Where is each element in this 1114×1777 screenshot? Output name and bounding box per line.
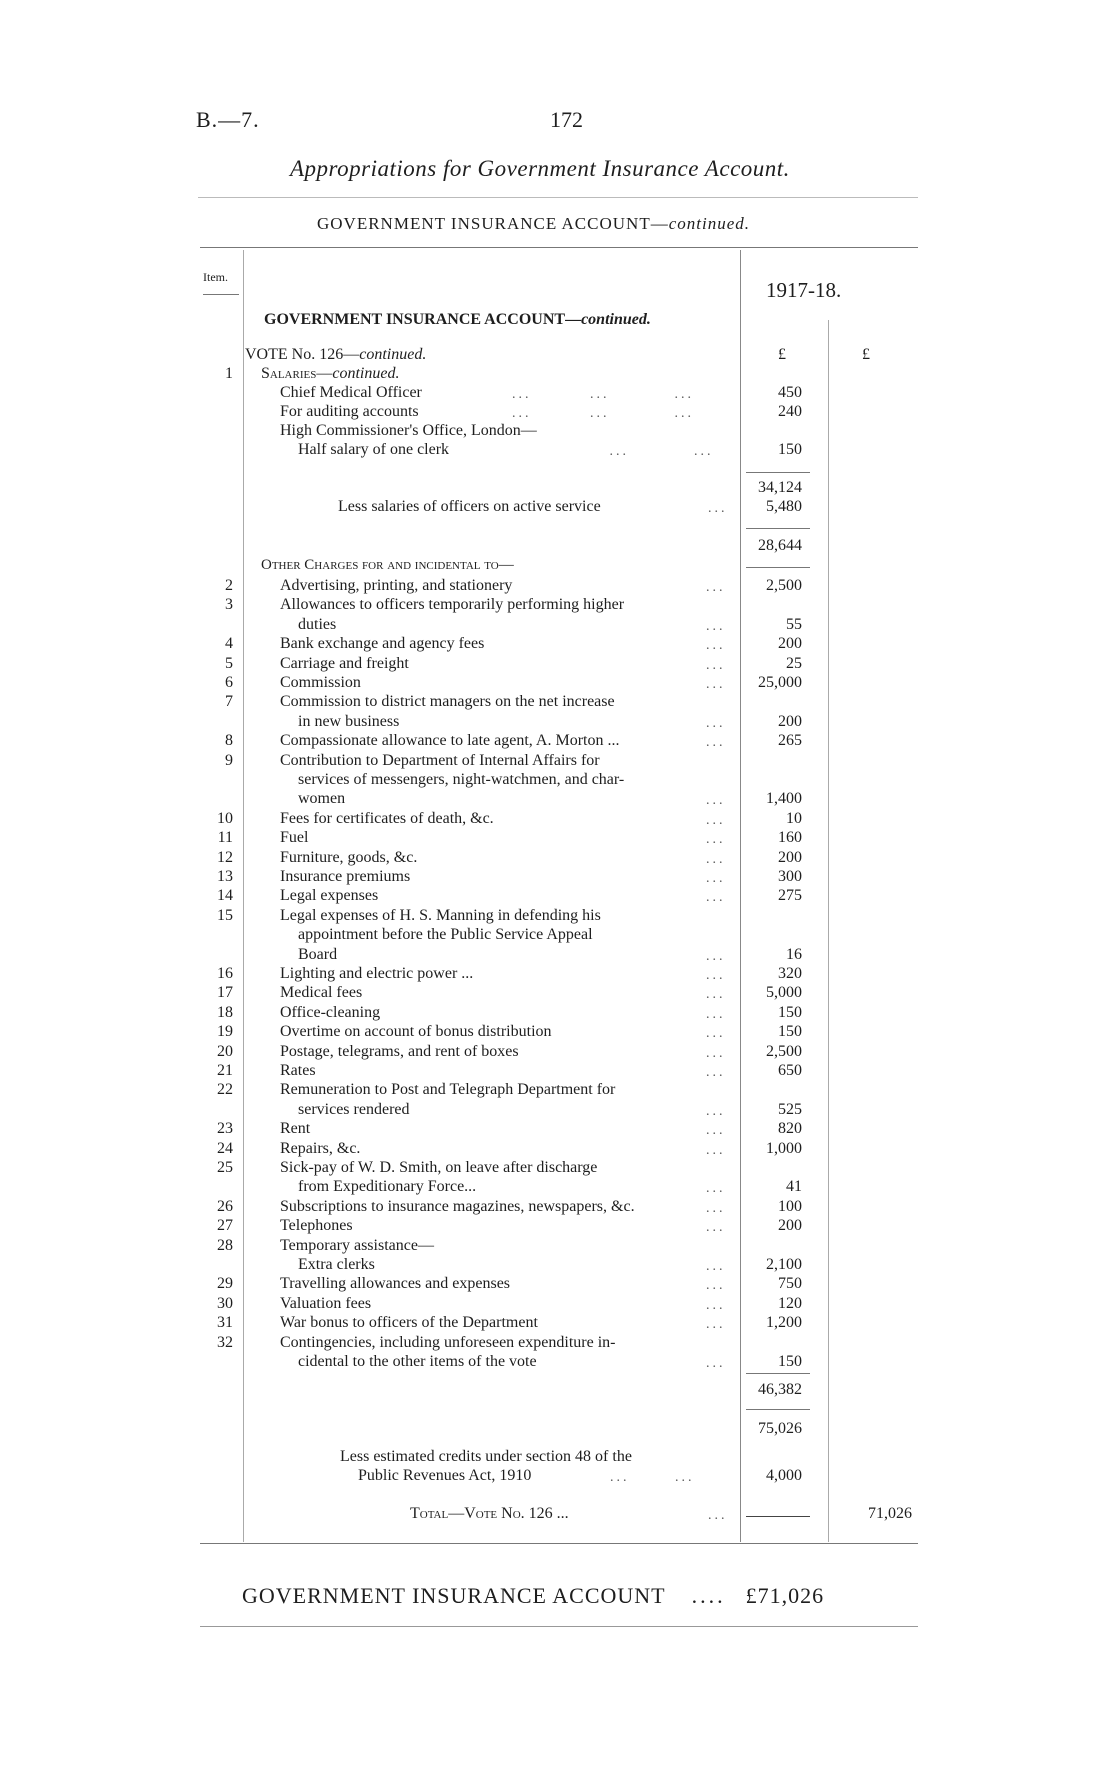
leader-dots: ... bbox=[706, 638, 726, 654]
item-number: 6 bbox=[225, 674, 233, 691]
section-title bbox=[264, 311, 651, 329]
salaries-subtotal: 34,124 bbox=[758, 479, 802, 496]
item-head-rule bbox=[203, 294, 239, 295]
leader-dots: ... bbox=[706, 677, 726, 692]
item-number: 21 bbox=[217, 1062, 233, 1079]
row-amount: 100 bbox=[778, 1197, 802, 1215]
leader-dots: ... bbox=[706, 1103, 726, 1119]
row-amount: 55 bbox=[786, 615, 802, 633]
item-number: 15 bbox=[217, 906, 233, 924]
leader-dots: ... bbox=[708, 501, 728, 516]
salaries-heading-italic: continued. bbox=[332, 365, 400, 382]
item-number: 28 bbox=[217, 1236, 233, 1254]
leader-dots: ... bbox=[706, 890, 726, 906]
vote-heading-italic: continued. bbox=[359, 346, 427, 363]
table-top-rule bbox=[200, 247, 918, 248]
row-amount: 200 bbox=[778, 1217, 802, 1235]
row-text: Carriage and freight bbox=[280, 654, 409, 672]
leader-dots: ... bbox=[706, 1142, 726, 1158]
item-number: 14 bbox=[217, 887, 233, 905]
row-text: Chief Medical Officer bbox=[280, 384, 422, 401]
row-amount: 1,400 bbox=[766, 790, 802, 808]
row-amount: 820 bbox=[778, 1120, 802, 1138]
salaries-less-amount: 5,480 bbox=[766, 498, 802, 515]
row-text: Compassionate allowance to late agent, A. Morton ... bbox=[280, 732, 620, 750]
other-charges-heading: Other Charges for and incidental to— bbox=[261, 557, 514, 573]
item-number: 4 bbox=[225, 635, 233, 653]
currency-symbol-amount: £ bbox=[778, 346, 786, 363]
row-amount: 240 bbox=[778, 403, 802, 420]
row-text: Fees for certificates of death, &c. bbox=[280, 809, 494, 827]
item-number: 17 bbox=[217, 984, 233, 1002]
leader-dots: ... bbox=[706, 1278, 726, 1294]
row-text: Extra clerks bbox=[298, 1256, 375, 1273]
currency-symbol-total: £ bbox=[862, 346, 870, 363]
total-rule bbox=[746, 1516, 810, 1517]
row-text: Remuneration to Post and Telegraph Department for bbox=[280, 1081, 616, 1099]
leader-dots: ... bbox=[708, 1508, 728, 1523]
vote-heading bbox=[245, 346, 426, 364]
item-number: 9 bbox=[225, 751, 233, 769]
leader-dots: ... bbox=[706, 1259, 726, 1274]
page-reference: B.—7. bbox=[196, 107, 260, 132]
page-title: Appropriations for Government Insurance Account. bbox=[290, 156, 790, 181]
item-column-rule bbox=[243, 250, 244, 1542]
row-text: Sick-pay of W. D. Smith, on leave after discharge bbox=[280, 1159, 598, 1176]
leader-dots: ... bbox=[706, 1006, 726, 1022]
leader-dots: ... bbox=[706, 832, 726, 848]
row-text: Furniture, goods, &c. bbox=[280, 848, 418, 866]
title-rule bbox=[198, 197, 918, 198]
item-number: 1 bbox=[225, 365, 233, 382]
leader-dots: ... bbox=[706, 735, 726, 751]
item-number: 5 bbox=[225, 654, 233, 672]
gross-total: 75,026 bbox=[758, 1420, 802, 1437]
row-text: Legal expenses of H. S. Manning in defending his bbox=[280, 906, 601, 924]
charges-subtotal: 46,382 bbox=[758, 1381, 802, 1398]
row-amount: 150 bbox=[778, 1353, 802, 1370]
row-amount: 200 bbox=[778, 848, 802, 866]
total-column-rule bbox=[828, 320, 829, 1542]
row-text: Half salary of one clerk bbox=[298, 441, 450, 458]
account-label: GOVERNMENT INSURANCE ACCOUNT bbox=[242, 1583, 666, 1608]
row-text: High Commissioner's Office, London— bbox=[280, 422, 537, 439]
row-amount: 16 bbox=[786, 945, 802, 963]
row-text: Overtime on account of bonus distribution bbox=[280, 1023, 552, 1041]
row-amount: 25,000 bbox=[758, 674, 802, 691]
section-title-italic: continued. bbox=[581, 311, 651, 328]
row-amount: 120 bbox=[778, 1294, 802, 1312]
item-number: 12 bbox=[217, 848, 233, 866]
row-amount: 1,200 bbox=[766, 1314, 802, 1332]
leader-dots: ... bbox=[706, 715, 726, 731]
item-number: 11 bbox=[217, 829, 233, 847]
leader-dots: ... ... ... bbox=[512, 406, 694, 421]
item-number: 25 bbox=[217, 1159, 233, 1176]
row-amount: 10 bbox=[786, 809, 802, 827]
leader-dots: ... bbox=[706, 987, 726, 1003]
row-text: from Expeditionary Force... bbox=[298, 1178, 477, 1196]
row-amount: 265 bbox=[778, 732, 802, 750]
running-head-italic: continued. bbox=[668, 214, 750, 233]
row-amount: 1,000 bbox=[766, 1139, 802, 1157]
row-amount: 25 bbox=[786, 654, 802, 672]
leader-dots: ... bbox=[706, 948, 726, 964]
row-text: appointment before the Public Service Appeal bbox=[298, 926, 593, 944]
row-text: For auditing accounts bbox=[280, 403, 419, 420]
item-number: 8 bbox=[225, 732, 233, 750]
salaries-net: 28,644 bbox=[758, 537, 802, 554]
row-text: Bank exchange and agency fees bbox=[280, 635, 485, 653]
row-text: in new business bbox=[298, 712, 400, 730]
account-total-line bbox=[242, 1583, 824, 1609]
row-amount: 525 bbox=[778, 1100, 802, 1118]
leader-dots: ... bbox=[706, 1200, 726, 1216]
leader-dots: ... bbox=[706, 812, 726, 828]
salaries-less-label: Less salaries of officers on active service bbox=[338, 498, 601, 515]
row-text: War bonus to officers of the Department bbox=[280, 1314, 538, 1332]
row-amount: 275 bbox=[778, 887, 802, 905]
leader-dots: ... bbox=[706, 1026, 726, 1042]
item-number: 26 bbox=[217, 1197, 233, 1215]
row-text: Medical fees bbox=[280, 984, 363, 1002]
subtotal-rule bbox=[746, 1409, 810, 1410]
leader-dots: ... bbox=[706, 968, 726, 983]
leader-dots: ... bbox=[706, 1065, 726, 1080]
item-column-header: Item. bbox=[203, 270, 228, 284]
row-amount: 450 bbox=[778, 384, 802, 401]
row-amount: 150 bbox=[778, 441, 802, 458]
row-text: Lighting and electric power ... bbox=[280, 965, 474, 982]
account-total: £71,026 bbox=[745, 1583, 825, 1608]
section-title-main: GOVERNMENT INSURANCE ACCOUNT— bbox=[264, 311, 582, 328]
year-column-header: 1917-18. bbox=[766, 278, 842, 302]
row-text: duties bbox=[298, 615, 337, 633]
item-number: 2 bbox=[225, 577, 233, 594]
leader-dots: ... bbox=[706, 618, 726, 634]
leader-dots: ... bbox=[706, 1297, 726, 1313]
table-bottom-rule bbox=[200, 1543, 918, 1544]
row-amount: 320 bbox=[778, 965, 802, 982]
item-number: 20 bbox=[217, 1042, 233, 1060]
row-text: cidental to the other items of the vote bbox=[298, 1353, 537, 1370]
subtotal-rule bbox=[746, 567, 810, 568]
row-text: Rates bbox=[280, 1062, 316, 1079]
row-amount: 5,000 bbox=[766, 984, 802, 1002]
subtotal-rule bbox=[746, 1373, 810, 1374]
running-head-main: GOVERNMENT INSURANCE ACCOUNT— bbox=[317, 214, 669, 233]
item-number: 27 bbox=[217, 1217, 233, 1235]
row-text: Commission bbox=[280, 674, 361, 691]
row-amount: 160 bbox=[778, 829, 802, 847]
row-text: women bbox=[298, 790, 346, 808]
row-text: Legal expenses bbox=[280, 887, 379, 905]
leader-dots: ... bbox=[706, 851, 726, 867]
row-text: Temporary assistance— bbox=[280, 1236, 434, 1254]
item-number: 7 bbox=[225, 693, 233, 711]
leader-dots: ... ... ... bbox=[512, 387, 694, 402]
credits-amount: 4,000 bbox=[766, 1467, 802, 1484]
item-number: 31 bbox=[217, 1314, 233, 1332]
item-number: 13 bbox=[217, 868, 233, 885]
row-text: Travelling allowances and expenses bbox=[280, 1275, 511, 1293]
row-amount: 2,500 bbox=[766, 1042, 802, 1060]
item-number: 18 bbox=[217, 1003, 233, 1021]
leader-dots: ... ... bbox=[610, 1470, 695, 1485]
row-amount: 2,500 bbox=[766, 577, 802, 594]
row-amount: 200 bbox=[778, 635, 802, 653]
salaries-heading-main: Salaries— bbox=[261, 365, 333, 382]
row-amount: 41 bbox=[786, 1178, 802, 1196]
row-amount: 750 bbox=[778, 1275, 802, 1293]
row-text: Insurance premiums bbox=[280, 868, 411, 885]
subtotal-rule bbox=[746, 472, 810, 473]
leader-dots: ... ... bbox=[512, 444, 714, 459]
item-number: 29 bbox=[217, 1275, 233, 1293]
leader-dots: ... bbox=[706, 580, 726, 595]
leader-dots: ... bbox=[706, 657, 726, 673]
row-text: Valuation fees bbox=[280, 1294, 372, 1312]
row-text: Advertising, printing, and stationery bbox=[280, 577, 513, 594]
row-text: Commission to district managers on the net increase bbox=[280, 693, 615, 711]
credits-label: Less estimated credits under section 48 of the bbox=[340, 1448, 632, 1465]
row-text: Rent bbox=[280, 1120, 311, 1138]
row-text: services rendered bbox=[298, 1100, 410, 1118]
row-text: Repairs, &c. bbox=[280, 1139, 361, 1157]
row-amount: 300 bbox=[778, 868, 802, 885]
item-number: 3 bbox=[225, 596, 233, 614]
row-text: Postage, telegrams, and rent of boxes bbox=[280, 1042, 519, 1060]
item-number: 24 bbox=[217, 1139, 233, 1157]
vote-total-label: Total—Vote No. 126 ... bbox=[410, 1505, 569, 1522]
item-number: 19 bbox=[217, 1023, 233, 1041]
footer-rule bbox=[200, 1626, 918, 1627]
subtotal-rule bbox=[746, 528, 810, 529]
leader-dots: .... bbox=[691, 1583, 726, 1608]
leader-dots: ... bbox=[706, 871, 726, 886]
row-text: Board bbox=[298, 945, 338, 963]
row-amount: 150 bbox=[778, 1023, 802, 1041]
leader-dots: ... bbox=[706, 1123, 726, 1139]
running-head bbox=[317, 214, 750, 234]
item-number: 16 bbox=[217, 965, 233, 982]
row-text: Subscriptions to insurance magazines, newspapers, &c. bbox=[280, 1197, 635, 1215]
row-text: Telephones bbox=[280, 1217, 353, 1235]
leader-dots: ... bbox=[706, 1220, 726, 1236]
leader-dots: ... bbox=[706, 1045, 726, 1061]
row-text: Office-cleaning bbox=[280, 1003, 381, 1021]
vote-heading-main: VOTE No. 126— bbox=[245, 346, 360, 363]
row-amount: 2,100 bbox=[766, 1256, 802, 1273]
row-text: Allowances to officers temporarily performing higher bbox=[280, 596, 625, 614]
credits-label: Public Revenues Act, 1910 bbox=[358, 1467, 532, 1484]
page-number: 172 bbox=[550, 107, 583, 132]
salaries-heading bbox=[261, 365, 399, 383]
row-amount: 650 bbox=[778, 1062, 802, 1079]
leader-dots: ... bbox=[706, 1356, 726, 1371]
leader-dots: ... bbox=[706, 1317, 726, 1333]
row-text: Fuel bbox=[280, 829, 309, 847]
item-number: 32 bbox=[217, 1333, 233, 1351]
item-number: 10 bbox=[217, 809, 233, 827]
item-number: 30 bbox=[217, 1294, 233, 1312]
row-text: Contingencies, including unforeseen expenditure in- bbox=[280, 1333, 616, 1351]
row-amount: 200 bbox=[778, 712, 802, 730]
item-number: 22 bbox=[217, 1081, 233, 1099]
vote-total: 71,026 bbox=[868, 1505, 912, 1522]
row-text: Contribution to Department of Internal Affairs for bbox=[280, 751, 600, 769]
leader-dots: ... bbox=[706, 793, 726, 809]
leader-dots: ... bbox=[706, 1181, 726, 1197]
row-amount: 150 bbox=[778, 1003, 802, 1021]
row-text: services of messengers, night-watchmen, and char- bbox=[298, 771, 625, 788]
item-number: 23 bbox=[217, 1120, 233, 1138]
